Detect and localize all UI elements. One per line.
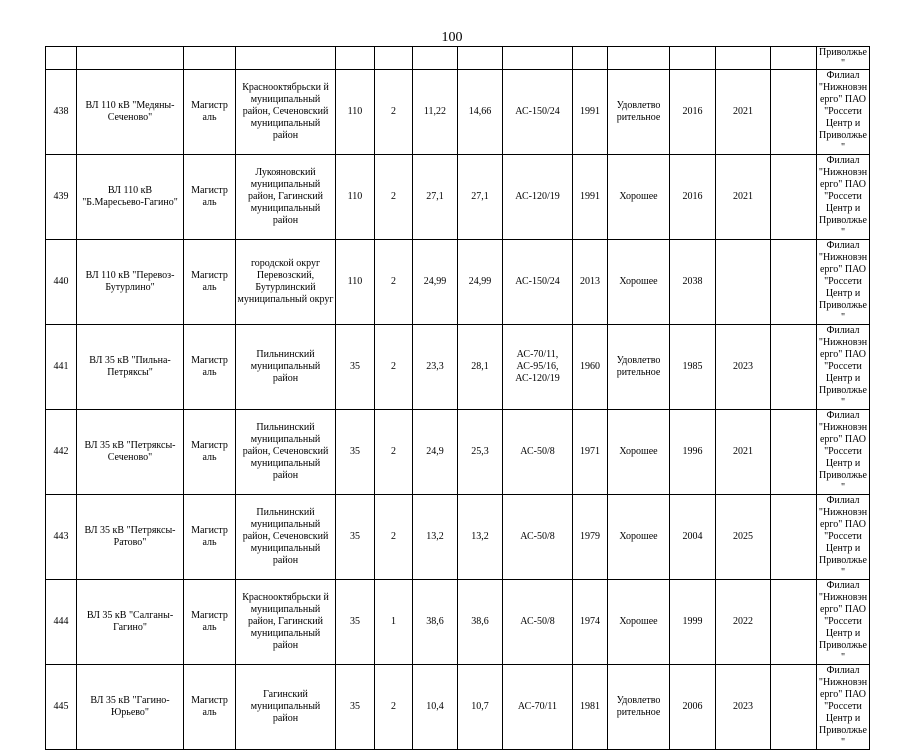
cell-year-next: 2022 (716, 580, 771, 665)
cell-owner: Филиал "Нижновэнерго" ПАО "Россети Центр и Приволжье" (817, 70, 870, 155)
cell-line-type: Магистр аль (184, 495, 236, 580)
cell-line-type: Магистр аль (184, 240, 236, 325)
cell-wire-brand: АС-50/8 (503, 580, 573, 665)
cell-year-repair: 2038 (670, 240, 716, 325)
cell-line-type: Магистр аль (184, 410, 236, 495)
cell-line-name: ВЛ 110 кВ "Б.Маресьево-Гагино" (77, 155, 184, 240)
cell-wire-brand: АС-70/11, АС-95/16, АС-120/19 (503, 325, 573, 410)
cell-circuits: 1 (375, 580, 413, 665)
cell-length-1: 24,9 (413, 410, 458, 495)
cell-number: 443 (46, 495, 77, 580)
cell-length-1: 23,3 (413, 325, 458, 410)
cell-number: 444 (46, 580, 77, 665)
cell-territory: Краснооктябрьски й муниципальный район, Сеченовский муниципальный район (236, 70, 336, 155)
cell-territory: городской округ Перевозский, Бутурлинский муниципальный округ (236, 240, 336, 325)
cell-line-name: ВЛ 110 кВ "Медяны-Сеченово" (77, 70, 184, 155)
cell-extra (771, 325, 817, 410)
table-row (46, 665, 870, 750)
cell-extra (771, 495, 817, 580)
cell-extra (771, 70, 817, 155)
cell-line-type: Магистр аль (184, 665, 236, 750)
table-cell (670, 47, 716, 70)
table-cell (608, 47, 670, 70)
cell-territory: Пильнинский муниципальный район, Сеченовский муниципальный район (236, 410, 336, 495)
cell-length-2: 27,1 (458, 155, 503, 240)
cell-year-repair: 1999 (670, 580, 716, 665)
cell-year-repair: 2016 (670, 70, 716, 155)
cell-line-name: ВЛ 35 кВ "Петряксы-Сеченово" (77, 410, 184, 495)
cell-wire-brand: АС-150/24 (503, 70, 573, 155)
cell-circuits: 2 (375, 325, 413, 410)
table-row (46, 495, 870, 580)
cell-extra (771, 580, 817, 665)
power-lines-table (45, 46, 870, 750)
cell-voltage: 35 (336, 580, 375, 665)
cell-voltage: 35 (336, 495, 375, 580)
table-cell (184, 47, 236, 70)
cell-number: 439 (46, 155, 77, 240)
cell-line-name: ВЛ 35 кВ "Петряксы-Ратово" (77, 495, 184, 580)
table-cell (573, 47, 608, 70)
cell-length-2: 28,1 (458, 325, 503, 410)
cell-owner: Филиал "Нижновэнерго" ПАО "Россети Центр и Приволжье" (817, 240, 870, 325)
cell-line-name: ВЛ 35 кВ "Салганы-Гагино" (77, 580, 184, 665)
table-cell (77, 47, 184, 70)
cell-length-1: 38,6 (413, 580, 458, 665)
cell-voltage: 110 (336, 240, 375, 325)
cell-voltage: 110 (336, 155, 375, 240)
cell-length-1: 10,4 (413, 665, 458, 750)
cell-circuits: 2 (375, 155, 413, 240)
cell-year-built: 1991 (573, 70, 608, 155)
cell-length-2: 13,2 (458, 495, 503, 580)
cell-length-2: 24,99 (458, 240, 503, 325)
table-cell (716, 47, 771, 70)
cell-year-next (716, 240, 771, 325)
cell-year-built: 2013 (573, 240, 608, 325)
cell-line-name: ВЛ 35 кВ "Гагино-Юрьево" (77, 665, 184, 750)
continuation-row (46, 47, 870, 70)
table-body (46, 47, 870, 750)
cell-year-built: 1991 (573, 155, 608, 240)
cell-year-next: 2021 (716, 70, 771, 155)
cell-voltage: 35 (336, 665, 375, 750)
cell-year-built: 1960 (573, 325, 608, 410)
cell-condition: Удовлетво рительное (608, 665, 670, 750)
table-row (46, 155, 870, 240)
table-cell (771, 47, 817, 70)
table-cell: Приволжье" (817, 47, 870, 70)
cell-territory: Лукояновский муниципальный район, Гагинский муниципальный район (236, 155, 336, 240)
table-row (46, 325, 870, 410)
cell-year-next: 2021 (716, 410, 771, 495)
table-row (46, 70, 870, 155)
cell-wire-brand: АС-70/11 (503, 665, 573, 750)
cell-year-built: 1981 (573, 665, 608, 750)
cell-extra (771, 410, 817, 495)
cell-owner: Филиал "Нижновэнерго" ПАО "Россети Центр и Приволжье" (817, 155, 870, 240)
cell-condition: Хорошее (608, 410, 670, 495)
table-cell (46, 47, 77, 70)
cell-line-name: ВЛ 110 кВ "Перевоз-Бутурлино" (77, 240, 184, 325)
cell-year-next: 2025 (716, 495, 771, 580)
cell-year-repair: 2004 (670, 495, 716, 580)
cell-length-2: 38,6 (458, 580, 503, 665)
cell-year-built: 1974 (573, 580, 608, 665)
cell-circuits: 2 (375, 70, 413, 155)
cell-wire-brand: АС-120/19 (503, 155, 573, 240)
cell-wire-brand: АС-50/8 (503, 495, 573, 580)
cell-territory: Краснооктябрьски й муниципальный район, Гагинский муниципальный район (236, 580, 336, 665)
cell-condition: Хорошее (608, 155, 670, 240)
cell-owner: Филиал "Нижновэнерго" ПАО "Россети Центр и Приволжье" (817, 495, 870, 580)
cell-owner: Филиал "Нижновэнерго" ПАО "Россети Центр и Приволжье" (817, 410, 870, 495)
cell-circuits: 2 (375, 240, 413, 325)
cell-wire-brand: АС-150/24 (503, 240, 573, 325)
cell-year-next: 2023 (716, 325, 771, 410)
table-row (46, 410, 870, 495)
cell-condition: Хорошее (608, 240, 670, 325)
cell-length-2: 14,66 (458, 70, 503, 155)
cell-circuits: 2 (375, 410, 413, 495)
cell-territory: Гагинский муниципальный район (236, 665, 336, 750)
cell-number: 442 (46, 410, 77, 495)
cell-territory: Пильнинский муниципальный район (236, 325, 336, 410)
cell-owner: Филиал "Нижновэнерго" ПАО "Россети Центр и Приволжье" (817, 665, 870, 750)
table-cell (236, 47, 336, 70)
cell-year-next: 2023 (716, 665, 771, 750)
cell-line-type: Магистр аль (184, 580, 236, 665)
cell-circuits: 2 (375, 495, 413, 580)
table-cell (413, 47, 458, 70)
table-cell (458, 47, 503, 70)
cell-year-next: 2021 (716, 155, 771, 240)
cell-line-name: ВЛ 35 кВ "Пильна-Петряксы" (77, 325, 184, 410)
cell-extra (771, 155, 817, 240)
cell-number: 445 (46, 665, 77, 750)
table-cell (375, 47, 413, 70)
table-cell (503, 47, 573, 70)
cell-year-repair: 1996 (670, 410, 716, 495)
cell-extra (771, 665, 817, 750)
cell-line-type: Магистр аль (184, 155, 236, 240)
cell-voltage: 110 (336, 70, 375, 155)
cell-circuits: 2 (375, 665, 413, 750)
cell-wire-brand: АС-50/8 (503, 410, 573, 495)
cell-line-type: Магистр аль (184, 325, 236, 410)
cell-length-2: 25,3 (458, 410, 503, 495)
table-row (46, 580, 870, 665)
table-cell (336, 47, 375, 70)
cell-length-1: 11,22 (413, 70, 458, 155)
cell-voltage: 35 (336, 410, 375, 495)
cell-number: 441 (46, 325, 77, 410)
cell-year-built: 1979 (573, 495, 608, 580)
cell-length-1: 24,99 (413, 240, 458, 325)
cell-length-1: 13,2 (413, 495, 458, 580)
cell-condition: Хорошее (608, 580, 670, 665)
table-row (46, 240, 870, 325)
cell-extra (771, 240, 817, 325)
cell-owner: Филиал "Нижновэнерго" ПАО "Россети Центр и Приволжье" (817, 580, 870, 665)
cell-territory: Пильнинский муниципальный район, Сеченовский муниципальный район (236, 495, 336, 580)
cell-condition: Удовлетво рительное (608, 70, 670, 155)
cell-line-type: Магистр аль (184, 70, 236, 155)
cell-year-repair: 1985 (670, 325, 716, 410)
cell-voltage: 35 (336, 325, 375, 410)
page-number: 100 (441, 30, 463, 45)
cell-length-2: 10,7 (458, 665, 503, 750)
cell-number: 440 (46, 240, 77, 325)
cell-number: 438 (46, 70, 77, 155)
cell-length-1: 27,1 (413, 155, 458, 240)
cell-condition: Хорошее (608, 495, 670, 580)
cell-owner: Филиал "Нижновэнерго" ПАО "Россети Центр и Приволжье" (817, 325, 870, 410)
cell-year-built: 1971 (573, 410, 608, 495)
cell-year-repair: 2006 (670, 665, 716, 750)
cell-condition: Удовлетво рительное (608, 325, 670, 410)
cell-year-repair: 2016 (670, 155, 716, 240)
